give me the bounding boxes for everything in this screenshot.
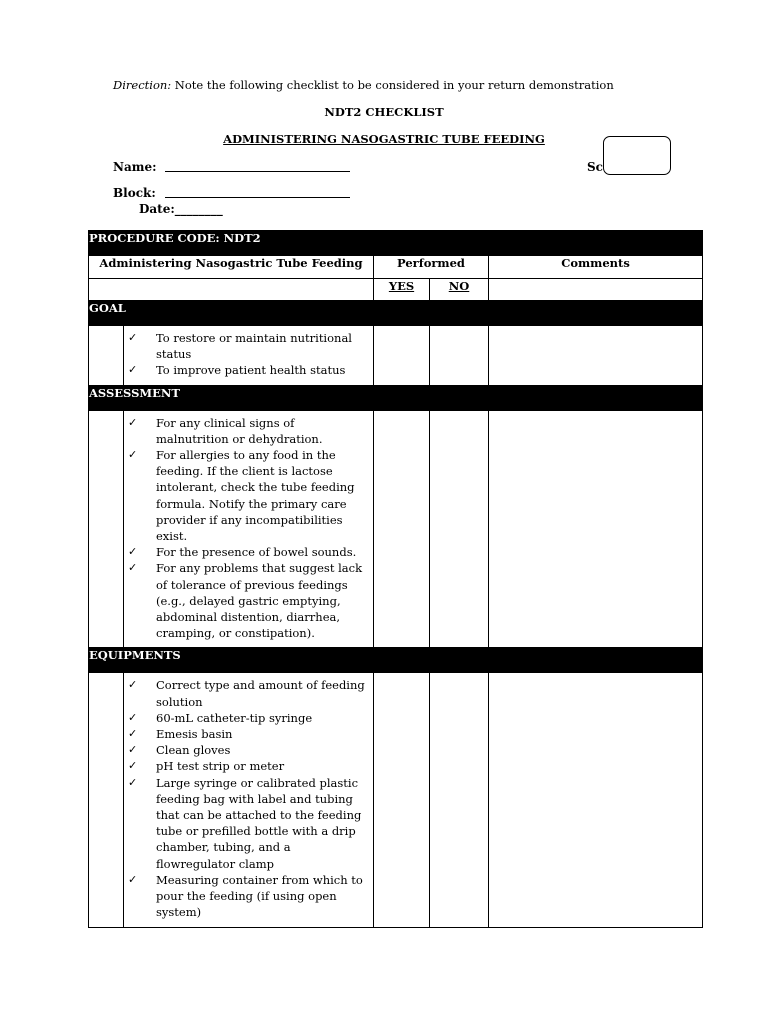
checklist-table — [88, 230, 703, 928]
performed-header: Performed — [374, 256, 489, 279]
yes-cell[interactable] — [374, 673, 430, 927]
list-item: ✓ For the presence of bowel sounds. — [124, 544, 367, 560]
name-label: Name: — [113, 160, 157, 174]
direction-text — [113, 78, 614, 92]
date-label[interactable]: Date:________ — [139, 202, 223, 216]
procedure-header: Administering Nasogastric Tube Feeding — [89, 256, 374, 279]
checklist-subtitle: ADMINISTERING NASOGASTRIC TUBE FEEDING — [223, 132, 545, 146]
section-items-row — [89, 326, 703, 386]
section-title: ASSESSMENT — [89, 385, 703, 410]
section-items-cell — [124, 673, 374, 927]
list-item: ✓ Correct type and amount of feeding solution — [124, 677, 367, 709]
checklist-items — [124, 673, 373, 926]
blank-cell — [89, 279, 374, 301]
no-cell[interactable] — [430, 410, 489, 648]
comments-cell[interactable] — [489, 673, 703, 927]
section-items-row — [89, 410, 703, 648]
list-item: ✓ 60-mL catheter-tip syringe — [124, 710, 367, 726]
procedure-code: PROCEDURE CODE: NDT2 — [89, 231, 703, 256]
checklist-items — [124, 411, 373, 648]
section-items-cell — [124, 410, 374, 648]
list-item: ✓ For any problems that suggest lack of tolerance of previous feedings (e.g., delayed gastric emptying, abdominal distention, diarrhea, cramping, or constipation). — [124, 560, 367, 641]
name-field[interactable] — [165, 171, 350, 172]
blank-cell — [89, 673, 124, 927]
block-label: Block: — [113, 186, 156, 200]
section-items-row — [89, 673, 703, 927]
comments-header: Comments — [489, 256, 703, 279]
list-item: ✓ Large syringe or calibrated plastic feeding bag with label and tubing that can be attached to the feeding tube or prefilled bottle with a drip chamber, tubing, and a flowregulator clamp — [124, 775, 367, 872]
score-label: Sc — [587, 160, 603, 174]
section-header-row — [89, 301, 703, 326]
list-item: ✓ For allergies to any food in the feeding. If the client is lactose intolerant, check the tube feeding formula. Notify the primary care provider if any incompatibilities exist. — [124, 447, 367, 544]
list-item: ✓ To restore or maintain nutritional status — [124, 330, 367, 362]
score-box[interactable] — [603, 136, 671, 175]
blank-cell — [89, 410, 124, 648]
no-cell[interactable] — [430, 326, 489, 386]
list-item: ✓ Clean gloves — [124, 742, 367, 758]
comments-cell[interactable] — [489, 410, 703, 648]
comments-cell[interactable] — [489, 326, 703, 386]
no-header: NO — [430, 279, 489, 301]
column-header-row — [89, 256, 703, 279]
section-items-cell — [124, 326, 374, 386]
procedure-code-row — [89, 231, 703, 256]
direction-body: Note the following checklist to be considered in your return demonstration — [171, 78, 614, 92]
list-item: ✓ Measuring container from which to pour the feeding (if using open system) — [124, 872, 367, 921]
checklist-title: NDT2 CHECKLIST — [324, 105, 444, 119]
section-header-row — [89, 648, 703, 673]
blank-cell — [89, 326, 124, 386]
block-field[interactable] — [165, 197, 350, 198]
checklist-items — [124, 326, 373, 385]
list-item: ✓ For any clinical signs of malnutrition or dehydration. — [124, 415, 367, 447]
list-item: ✓ pH test strip or meter — [124, 758, 367, 774]
list-item: ✓ Emesis basin — [124, 726, 367, 742]
section-title: GOAL — [89, 301, 703, 326]
no-cell[interactable] — [430, 673, 489, 927]
section-title: EQUIPMENTS — [89, 648, 703, 673]
list-item: ✓ To improve patient health status — [124, 362, 367, 378]
section-header-row — [89, 385, 703, 410]
blank-cell — [489, 279, 703, 301]
yes-header: YES — [374, 279, 430, 301]
direction-label: Direction: — [113, 78, 172, 92]
yes-no-row — [89, 279, 703, 301]
yes-cell[interactable] — [374, 410, 430, 648]
yes-cell[interactable] — [374, 326, 430, 386]
